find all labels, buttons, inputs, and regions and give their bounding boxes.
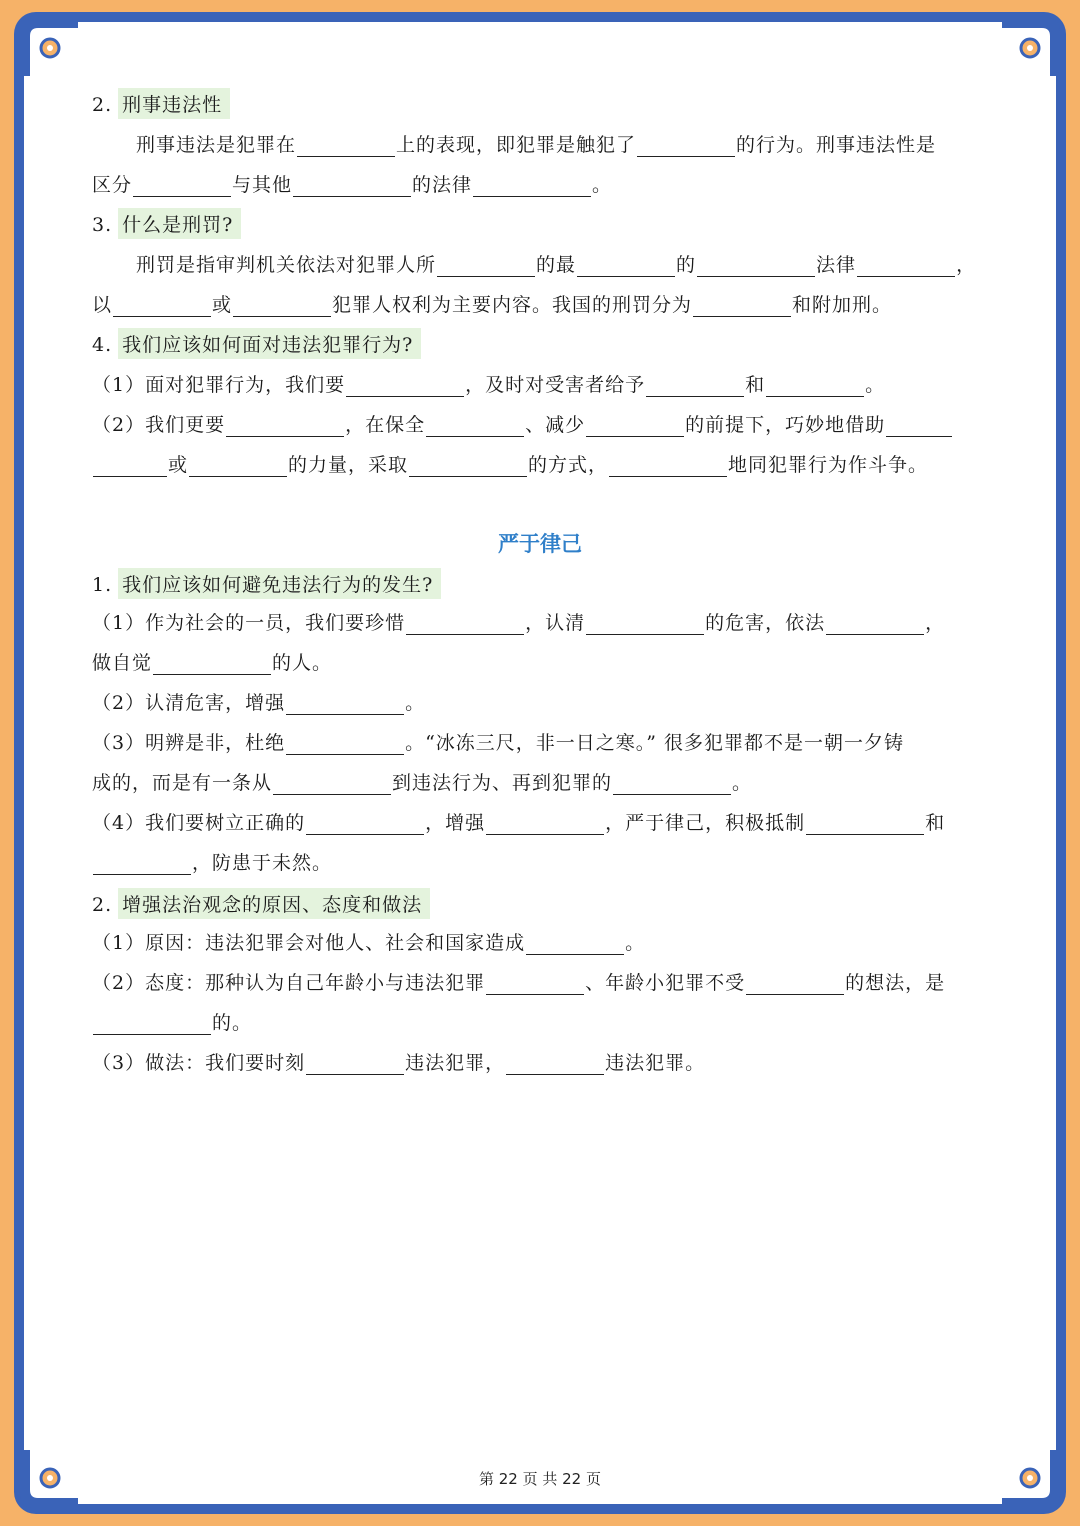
question-line bbox=[92, 728, 904, 755]
answer-blank[interactable] bbox=[746, 974, 844, 995]
question-text: 上的表现，即犯罪是触犯了 bbox=[396, 134, 637, 156]
question-line bbox=[92, 848, 332, 875]
question-text: 增强法治观念的原因、态度和做法 bbox=[118, 888, 430, 919]
answer-blank[interactable] bbox=[697, 256, 815, 277]
page-number: 第 22 页 共 22 页 bbox=[478, 1470, 601, 1488]
answer-blank[interactable] bbox=[886, 416, 952, 437]
question-text: 。 bbox=[732, 772, 753, 794]
question-text: 刑罚是指审判机关依法对犯罪人所 bbox=[136, 254, 437, 276]
answer-blank[interactable] bbox=[293, 176, 411, 197]
answer-blank[interactable] bbox=[297, 136, 395, 157]
question-heading bbox=[92, 568, 441, 599]
question-text: ，在保全 bbox=[345, 414, 426, 436]
section-title: 严于律己 bbox=[498, 532, 582, 556]
question-text: ，及时对受害者给予 bbox=[465, 374, 646, 396]
question-text: （3）明辨是非，杜绝 bbox=[92, 732, 286, 754]
question-line bbox=[92, 968, 945, 995]
answer-blank[interactable] bbox=[486, 814, 604, 835]
question-text: 。 bbox=[865, 374, 886, 396]
question-text: 刑事违法性 bbox=[118, 88, 230, 119]
answer-blank[interactable] bbox=[577, 256, 675, 277]
question-text: 的前提下，巧妙地借助 bbox=[685, 414, 886, 436]
answer-blank[interactable] bbox=[437, 256, 535, 277]
question-text: 刑事违法是犯罪在 bbox=[136, 134, 297, 156]
answer-blank[interactable] bbox=[93, 854, 191, 875]
answer-blank[interactable] bbox=[233, 296, 331, 317]
question-text: 犯罪人权利为主要内容。我国的刑罚分为 bbox=[332, 294, 693, 316]
answer-blank[interactable] bbox=[406, 614, 524, 635]
question-heading bbox=[92, 888, 430, 919]
question-text: 的行为。刑事违法性是 bbox=[736, 134, 937, 156]
question-line bbox=[92, 1048, 705, 1075]
answer-blank[interactable] bbox=[857, 256, 955, 277]
answer-blank[interactable] bbox=[486, 974, 584, 995]
answer-blank[interactable] bbox=[526, 934, 624, 955]
question-heading bbox=[92, 88, 230, 119]
answer-blank[interactable] bbox=[646, 376, 744, 397]
question-heading bbox=[92, 328, 421, 359]
question-text: 和 bbox=[925, 812, 946, 834]
question-text: 的 bbox=[676, 254, 697, 276]
question-text: （2）态度：那种认为自己年龄小与违法犯罪 bbox=[92, 972, 486, 994]
question-text: （2）我们更要 bbox=[92, 414, 226, 436]
question-text: 2. bbox=[92, 94, 113, 116]
corner-ornament-icon bbox=[1002, 18, 1060, 76]
question-text: 或 bbox=[168, 454, 189, 476]
question-text: （1）作为社会的一员，我们要珍惜 bbox=[92, 612, 406, 634]
question-text: 。 bbox=[592, 174, 613, 196]
answer-blank[interactable] bbox=[93, 1014, 211, 1035]
question-text: 和附加刑。 bbox=[792, 294, 893, 316]
question-text: 。 bbox=[625, 932, 646, 954]
question-text: 的方式， bbox=[528, 454, 609, 476]
question-text: 的想法，是 bbox=[845, 972, 946, 994]
question-text: 我们应该如何避免违法行为的发生? bbox=[118, 568, 441, 599]
question-text: 。 bbox=[405, 692, 426, 714]
question-text: （4）我们要树立正确的 bbox=[92, 812, 306, 834]
answer-blank[interactable] bbox=[153, 654, 271, 675]
question-line bbox=[92, 808, 945, 835]
question-line bbox=[136, 130, 936, 157]
question-line bbox=[92, 1008, 252, 1035]
answer-blank[interactable] bbox=[409, 456, 527, 477]
question-text: 我们应该如何面对违法犯罪行为? bbox=[118, 328, 421, 359]
question-text: 与其他 bbox=[232, 174, 293, 196]
question-text: 2. bbox=[92, 894, 113, 916]
answer-blank[interactable] bbox=[637, 136, 735, 157]
answer-blank[interactable] bbox=[586, 614, 704, 635]
question-text: （2）认清危害，增强 bbox=[92, 692, 286, 714]
answer-blank[interactable] bbox=[189, 456, 287, 477]
question-text: 地同犯罪行为作斗争。 bbox=[728, 454, 929, 476]
question-text: ， bbox=[925, 612, 946, 634]
question-text: 违法犯罪， bbox=[405, 1052, 506, 1074]
question-text: 和 bbox=[745, 374, 766, 396]
question-line bbox=[92, 450, 928, 477]
answer-blank[interactable] bbox=[826, 614, 924, 635]
question-text: 区分 bbox=[92, 174, 133, 196]
question-text: ，严于律己，积极抵制 bbox=[605, 812, 806, 834]
answer-blank[interactable] bbox=[473, 176, 591, 197]
question-text: 3. bbox=[92, 214, 113, 236]
answer-blank[interactable] bbox=[93, 456, 167, 477]
answer-blank[interactable] bbox=[609, 456, 727, 477]
question-line bbox=[92, 688, 425, 715]
question-text: ，认清 bbox=[525, 612, 586, 634]
question-line bbox=[92, 608, 945, 635]
answer-blank[interactable] bbox=[586, 416, 684, 437]
question-line bbox=[136, 250, 976, 277]
answer-blank[interactable] bbox=[693, 296, 791, 317]
question-heading bbox=[92, 208, 241, 239]
corner-ornament-icon bbox=[20, 18, 78, 76]
question-line bbox=[92, 290, 892, 317]
answer-blank[interactable] bbox=[113, 296, 211, 317]
answer-blank[interactable] bbox=[506, 1054, 604, 1075]
question-text: 的最 bbox=[536, 254, 577, 276]
answer-blank[interactable] bbox=[306, 1054, 404, 1075]
question-text: 的人。 bbox=[272, 652, 333, 674]
answer-blank[interactable] bbox=[426, 416, 524, 437]
question-text: 的力量，采取 bbox=[288, 454, 409, 476]
question-line bbox=[92, 768, 752, 795]
answer-blank[interactable] bbox=[766, 376, 864, 397]
question-text: 的法律 bbox=[412, 174, 473, 196]
answer-blank[interactable] bbox=[226, 416, 344, 437]
answer-blank[interactable] bbox=[286, 734, 404, 755]
question-text: ，防患于未然。 bbox=[192, 852, 333, 874]
question-text: 以 bbox=[92, 294, 113, 316]
answer-blank[interactable] bbox=[286, 694, 404, 715]
answer-blank[interactable] bbox=[346, 376, 464, 397]
question-line bbox=[92, 370, 885, 397]
question-text: 做自觉 bbox=[92, 652, 153, 674]
answer-blank[interactable] bbox=[806, 814, 924, 835]
question-text: （3）做法：我们要时刻 bbox=[92, 1052, 306, 1074]
answer-blank[interactable] bbox=[306, 814, 424, 835]
question-text: 的危害，依法 bbox=[705, 612, 826, 634]
question-text: 4. bbox=[92, 334, 113, 356]
question-line bbox=[92, 170, 612, 197]
question-line bbox=[92, 928, 645, 955]
question-text: 或 bbox=[212, 294, 233, 316]
question-text: 、年龄小犯罪不受 bbox=[585, 972, 746, 994]
question-line bbox=[92, 648, 332, 675]
question-text: （1）面对犯罪行为，我们要 bbox=[92, 374, 346, 396]
question-line bbox=[92, 410, 953, 437]
question-text: 什么是刑罚? bbox=[118, 208, 241, 239]
question-text: 的。 bbox=[212, 1012, 253, 1034]
question-text: 到违法行为、再到犯罪的 bbox=[392, 772, 613, 794]
question-text: （1）原因：违法犯罪会对他人、社会和国家造成 bbox=[92, 932, 526, 954]
question-text: 违法犯罪。 bbox=[605, 1052, 706, 1074]
answer-blank[interactable] bbox=[273, 774, 391, 795]
question-text: ，增强 bbox=[425, 812, 486, 834]
question-text: 、减少 bbox=[525, 414, 586, 436]
answer-blank[interactable] bbox=[613, 774, 731, 795]
answer-blank[interactable] bbox=[133, 176, 231, 197]
question-text: 1. bbox=[92, 574, 113, 596]
question-text: 成的，而是有一条从 bbox=[92, 772, 273, 794]
question-text: ， bbox=[956, 254, 977, 276]
question-text: 。“冰冻三尺，非一日之寒。” 很多犯罪都不是一朝一夕铸 bbox=[405, 732, 905, 754]
page-sheet bbox=[24, 22, 1056, 1504]
question-text: 法律 bbox=[816, 254, 857, 276]
